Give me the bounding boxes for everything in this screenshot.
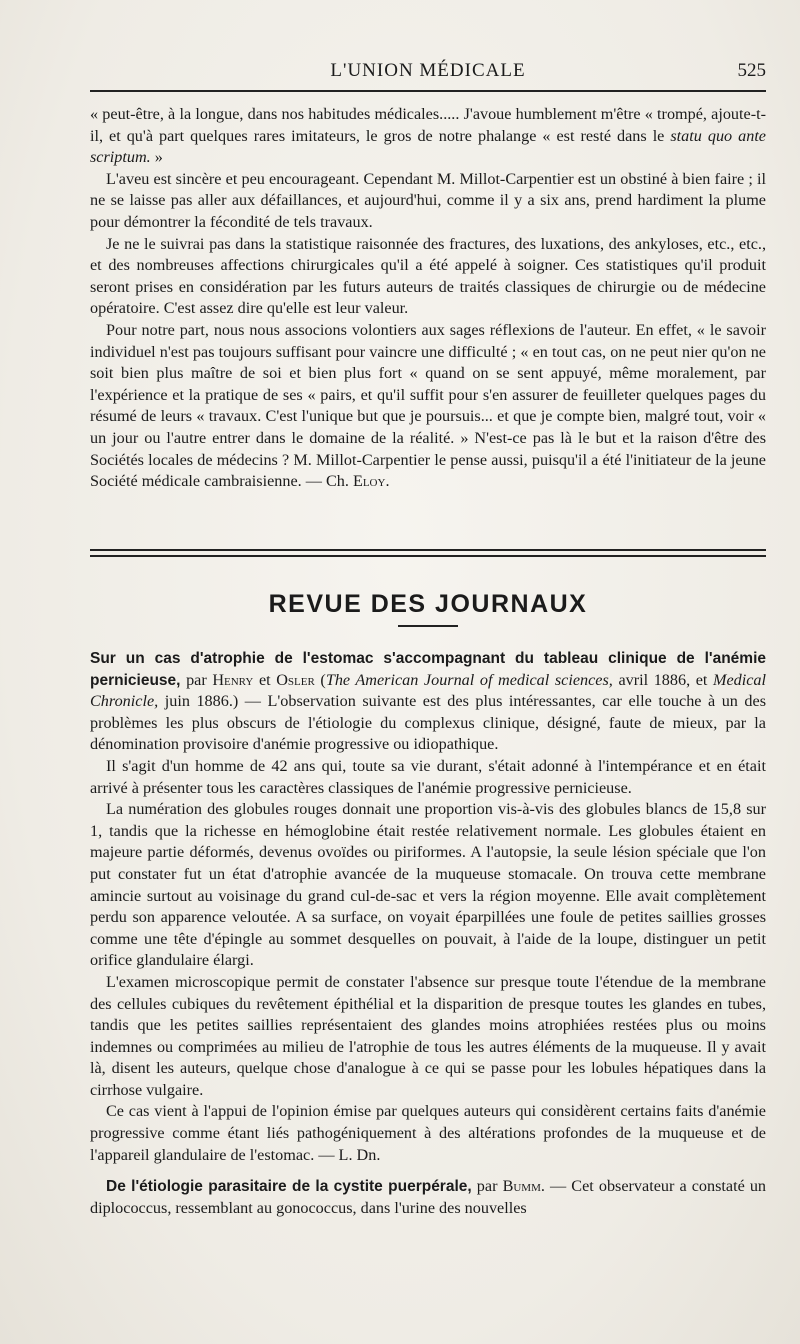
intro-signature: Eloy.: [352, 472, 390, 491]
section-title: REVUE DES JOURNAUX: [268, 590, 588, 618]
article1-journal2: Medical Chronicle,: [90, 670, 767, 711]
intro-paragraph-2: L'aveu est sincère et peu encourageant. Cependant M. Millot-Carpentier est un obstiné à bien faire ; il ne se laisse pas aller aux défaillances, et aujourd'hui, comme il y a six ans, prend hardiment la plume pour démontrer la fécondité de tels travaux.: [90, 169, 766, 231]
article1-paragraph-5: Ce cas vient à l'appui de l'opinion émise par quelques auteurs qui considèrent certains faits d'anémie progressive comme étant liés pathogéniquement à des altérations profondes de la muqueuse et de l'appareil glandulaire de l'estomac. — L. Dn.: [90, 1102, 766, 1164]
article2-text: — Cet observateur a constaté un diplococcus, ressemblant au gonococcus, dans l'urine des nouvelles: [90, 1177, 767, 1217]
intro-p1-text: « peut-être, à la longue, dans nos habitudes médicales..... J'avoue humblement m'être « trompé, ajoute-t-il, et qu'à part quelques rares imitateurs, le gros de notre phalange « est resté dans le: [90, 105, 766, 145]
article1-journal1: The American Journal of medical sciences,: [325, 670, 613, 689]
article1-date2: juin 1886.) — L'observation suivante est des plus intéressantes, car elle touche à un des problèmes les plus obscurs de l'étiologie du complexus clinique, désigné, faute de mieux, par la dénomination provisoire d'anémie progressive ou idiopathique.: [90, 692, 767, 754]
article1-paragraph-2: Il s'agit d'un homme de 42 ans qui, toute sa vie durant, s'était adonné à l'intempérance et en était arrivé à présenter tous les caractères classiques de l'anémie progressive pernicieuse.: [90, 756, 766, 797]
journals-text: [90, 648, 766, 1219]
article1-date1: avril 1886, et: [618, 670, 708, 689]
article1-by: par: [186, 670, 207, 689]
page-number: 525: [737, 60, 766, 81]
article1-title: Sur un cas d'atrophie de l'estomac s'accompagnant du tableau clinique de l'anémie pernicieuse,: [90, 650, 766, 689]
intro-paragraph-1: [90, 104, 766, 169]
article2-title: De l'étiologie parasitaire de la cystite puerpérale,: [106, 1178, 472, 1196]
article1-paragraph-1: [90, 648, 766, 756]
article2-by: par: [476, 1177, 498, 1196]
intro-text: [90, 104, 766, 493]
article1-paragraph-3: La numération des globules rouges donnait une proportion vis-à-vis des globules blancs de 15,8 sur 1, tandis que la richesse en hémoglobine était restée relativement normale. Les globules étaient en majeure partie déformés, devenus ovoïdes ou piriformes. A l'autopsie, la seule lésion spéciale que l'on put constater fut un état d'atrophie avancée de la muqueuse stomacale. On trouva cette membrane amincie surtout au voisinage du grand cul-de-sac et vers la région moyenne. Elle avait complètement perdu son apparence veloutée. A sa surface, on voyait éparpillées une foule de petites saillies grosses comme une tête d'épingle au sommet desquelles on pouvait, à l'aide de la loupe, distinguer un petit orifice glandulaire élargi.: [90, 800, 766, 970]
running-header: [90, 58, 766, 88]
running-title: L'UNION MÉDICALE: [330, 60, 526, 81]
intro-p1-end: »: [154, 148, 163, 167]
article1-author2: Osler: [276, 670, 315, 689]
article2-paragraph-1: [90, 1176, 766, 1219]
intro-p1-italic: statu quo ante scriptum.: [90, 126, 766, 167]
article1-and: et: [258, 670, 271, 689]
article2-author: Bumm.: [502, 1177, 545, 1196]
article1-paren: (: [320, 670, 326, 689]
section-separator: [90, 549, 766, 557]
header-rule: [90, 90, 766, 92]
intro-paragraph-4: [90, 320, 766, 493]
title-underline: [398, 625, 458, 627]
intro-paragraph-3: Je ne le suivrai pas dans la statistique raisonnée des fractures, des luxations, des ankyloses, etc., etc., et des nombreuses affections chirurgicales qu'il a été appelé à soigner. Ces statistiques qu'il produit seront prises en considération par les futurs auteurs de traités classiques de chirurgie ou de médecine opératoire. C'est assez dire qu'elle est leur valeur.: [90, 234, 766, 318]
article1-author1: Henry: [212, 670, 254, 689]
intro-p4-text: Pour notre part, nous nous associons volontiers aux sages réflexions de l'auteur. En effet, « le savoir individuel n'est pas toujours suffisant pour vaincre une difficulté ; « en tout cas, on ne peut nier qu'on ne soit bien plus maître de soi et bien plus fort « quand on se sent appuyé, même moralement, par l'expérience et la pratique de ses « pairs, et qu'il suffit pour s'en assurer de feuilleter quelques pages du résumé de leurs « travaux. C'est l'unique but que je poursuis... et que je compte bien, malgré tout, voir « un jour ou l'autre entrer dans le domaine de la réalité. » N'est-ce pas là le but et la raison d'être des Sociétés locales de médecins ? M. Millot-Carpentier le pense aussi, puisqu'il a été l'initiateur de la jeune Société médicale cambraisienne. — Ch.: [90, 320, 766, 491]
article1-paragraph-4: L'examen microscopique permit de constater l'absence sur presque toute l'étendue de la membrane des cellules cubiques du revêtement épithélial et la disparition de presque toutes les glandes en tubes, tandis que les petites saillies représentaient des glandes moins atrophiées restées plus ou moins indemnes ou comprimées au milieu de l'atrophie de tous les autres éléments de la muqueuse. Il y avait là, disent les auteurs, quelque chose d'analogue à ce qui se passe pour les lobules hépatiques dans la cirrhose vulgaire.: [90, 972, 766, 1099]
